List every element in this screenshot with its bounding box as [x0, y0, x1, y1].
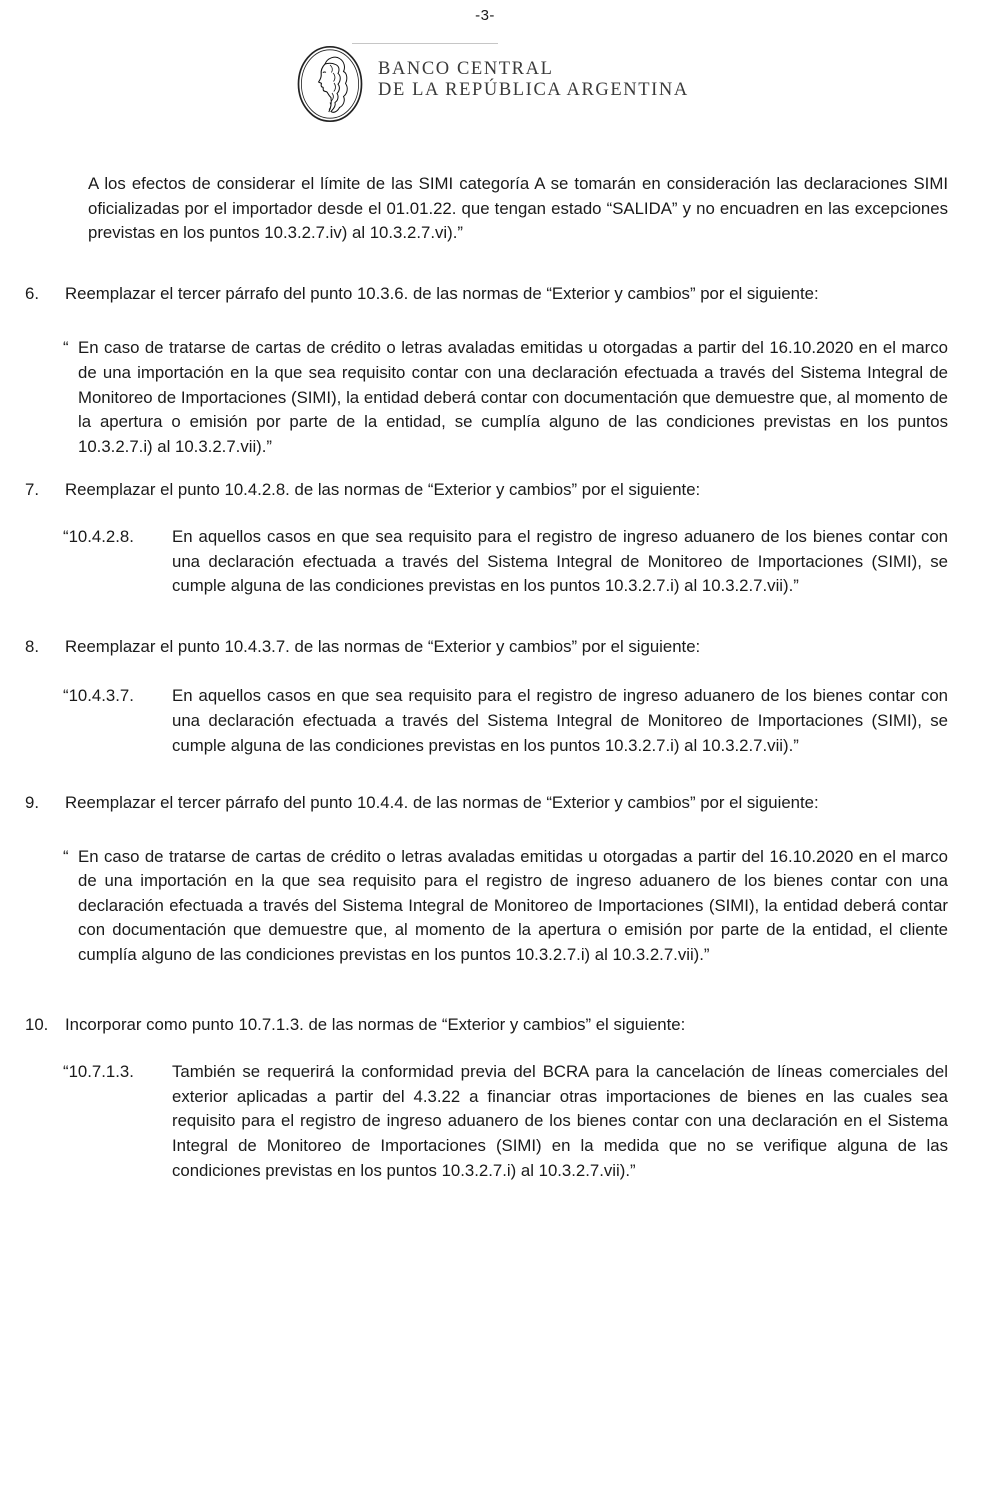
item-content	[65, 1013, 948, 1184]
clause-label: “10.4.2.8.	[63, 526, 134, 546]
item-content	[65, 635, 948, 758]
open-quote-mark: “	[63, 338, 69, 358]
quote-text: En caso de tratarse de cartas de crédito o letras avaladas emitidas u otorgadas a partir del 16.10.2020 en el marco de una importación en la que sea requisito para el registro de ingreso aduanero de los bienes contar con una declaración efectuada a través del Sistema Integral de Monitoreo de Importaciones (SIMI), la entidad deberá contar con documentación que demuestre que, al momento de la apertura o emisión por parte de la entidad, el cliente cumplía alguno de las condiciones previstas en los puntos 10.3.2.7.i) al 10.3.2.7.vii).”	[78, 846, 948, 965]
item-heading: Reemplazar el tercer párrafo del punto 10.4.4. de las normas de “Exterior y cambios” por el siguiente:	[65, 793, 819, 813]
list-item-9	[25, 791, 948, 968]
item-number: 10.	[25, 1014, 49, 1034]
clause-label: “10.4.3.7.	[63, 686, 134, 706]
quoted-paragraph	[63, 336, 948, 459]
quote-text: En caso de tratarse de cartas de crédito o letras avaladas emitidas u otorgadas a partir del 16.10.2020 en el marco de una importación en la que sea requisito contar con una declaración efectuada a través del Sistema Integral de Monitoreo de Importaciones (SIMI), la entidad deberá contar con documentación que demuestre que, al momento de la apertura o emisión por parte de la entidad, se cumplía alguno de las condiciones previstas en los puntos 10.3.2.7.i) al 10.3.2.7.vii).”	[78, 338, 948, 456]
open-quote-mark: “	[63, 846, 69, 866]
item-number: 7.	[25, 480, 39, 500]
list-item-10	[25, 1013, 948, 1184]
page-number: -3-	[475, 7, 495, 24]
clause-text: También se requerirá la conformidad previa del BCRA para la cancelación de líneas comerciales del exterior aplicadas a partir del 4.3.22 a financiar otras importaciones de bienes en las cuales sea requisito para el registro de ingreso aduanero de los bienes contar con una declaración en el Sistema Integral de Monitoreo de Importaciones (SIMI) en la medida que no se verifique alguna de las condiciones previstas en los puntos 10.3.2.7.i) al 10.3.2.7.vii).”	[172, 1062, 948, 1180]
item-number: 8.	[25, 636, 39, 656]
list-item-6	[25, 282, 948, 460]
item-number: 6.	[25, 283, 39, 303]
bank-name-line2: DE LA REPÚBLICA ARGENTINA	[378, 80, 689, 100]
item-number: 9.	[25, 793, 39, 813]
clause-label: “10.7.1.3.	[63, 1062, 134, 1082]
clause-text: En aquellos casos en que sea requisito para el registro de ingreso aduanero de los bienes contar con una declaración efectuada a través del Sistema Integral de Monitoreo de Importaciones (SIMI), se cumple alguna de las condiciones previstas en los puntos 10.3.2.7.i) al 10.3.2.7.vii).”	[172, 686, 948, 755]
clause-paragraph	[63, 1060, 948, 1183]
clause-text: En aquellos casos en que sea requisito para el registro de ingreso aduanero de los bienes contar con una declaración efectuada a través del Sistema Integral de Monitoreo de Importaciones (SIMI), se cumple alguna de las condiciones previstas en los puntos 10.3.2.7.i) al 10.3.2.7.vii).”	[172, 526, 948, 596]
document-content	[25, 0, 948, 1183]
item-heading: Reemplazar el punto 10.4.2.8. de las normas de “Exterior y cambios” por el siguiente:	[65, 480, 701, 500]
clause-paragraph	[63, 684, 948, 758]
item-heading: Reemplazar el punto 10.4.3.7. de las normas de “Exterior y cambios” por el siguiente:	[65, 636, 701, 656]
clause-paragraph	[63, 525, 948, 599]
bank-name-line1: BANCO CENTRAL	[378, 59, 554, 79]
intro-paragraph: A los efectos de considerar el límite de las SIMI categoría A se tomarán en consideración las declaraciones SIMI oficializadas por el importador desde el 01.01.22. que tengan estado “SALIDA” y no encuadren en las excepciones previstas en los puntos 10.3.2.7.iv) al 10.3.2.7.vi).”	[88, 174, 948, 243]
item-heading: Incorporar como punto 10.7.1.3. de las normas de “Exterior y cambios” el siguiente:	[65, 1014, 686, 1034]
item-content	[65, 791, 948, 968]
item-content	[65, 282, 948, 460]
quoted-paragraph	[63, 845, 948, 968]
list-item-8	[25, 635, 948, 758]
list-item-7	[25, 478, 948, 598]
item-heading: Reemplazar el tercer párrafo del punto 10.3.6. de las normas de “Exterior y cambios” por el siguiente:	[65, 283, 819, 303]
item-content	[65, 478, 948, 598]
